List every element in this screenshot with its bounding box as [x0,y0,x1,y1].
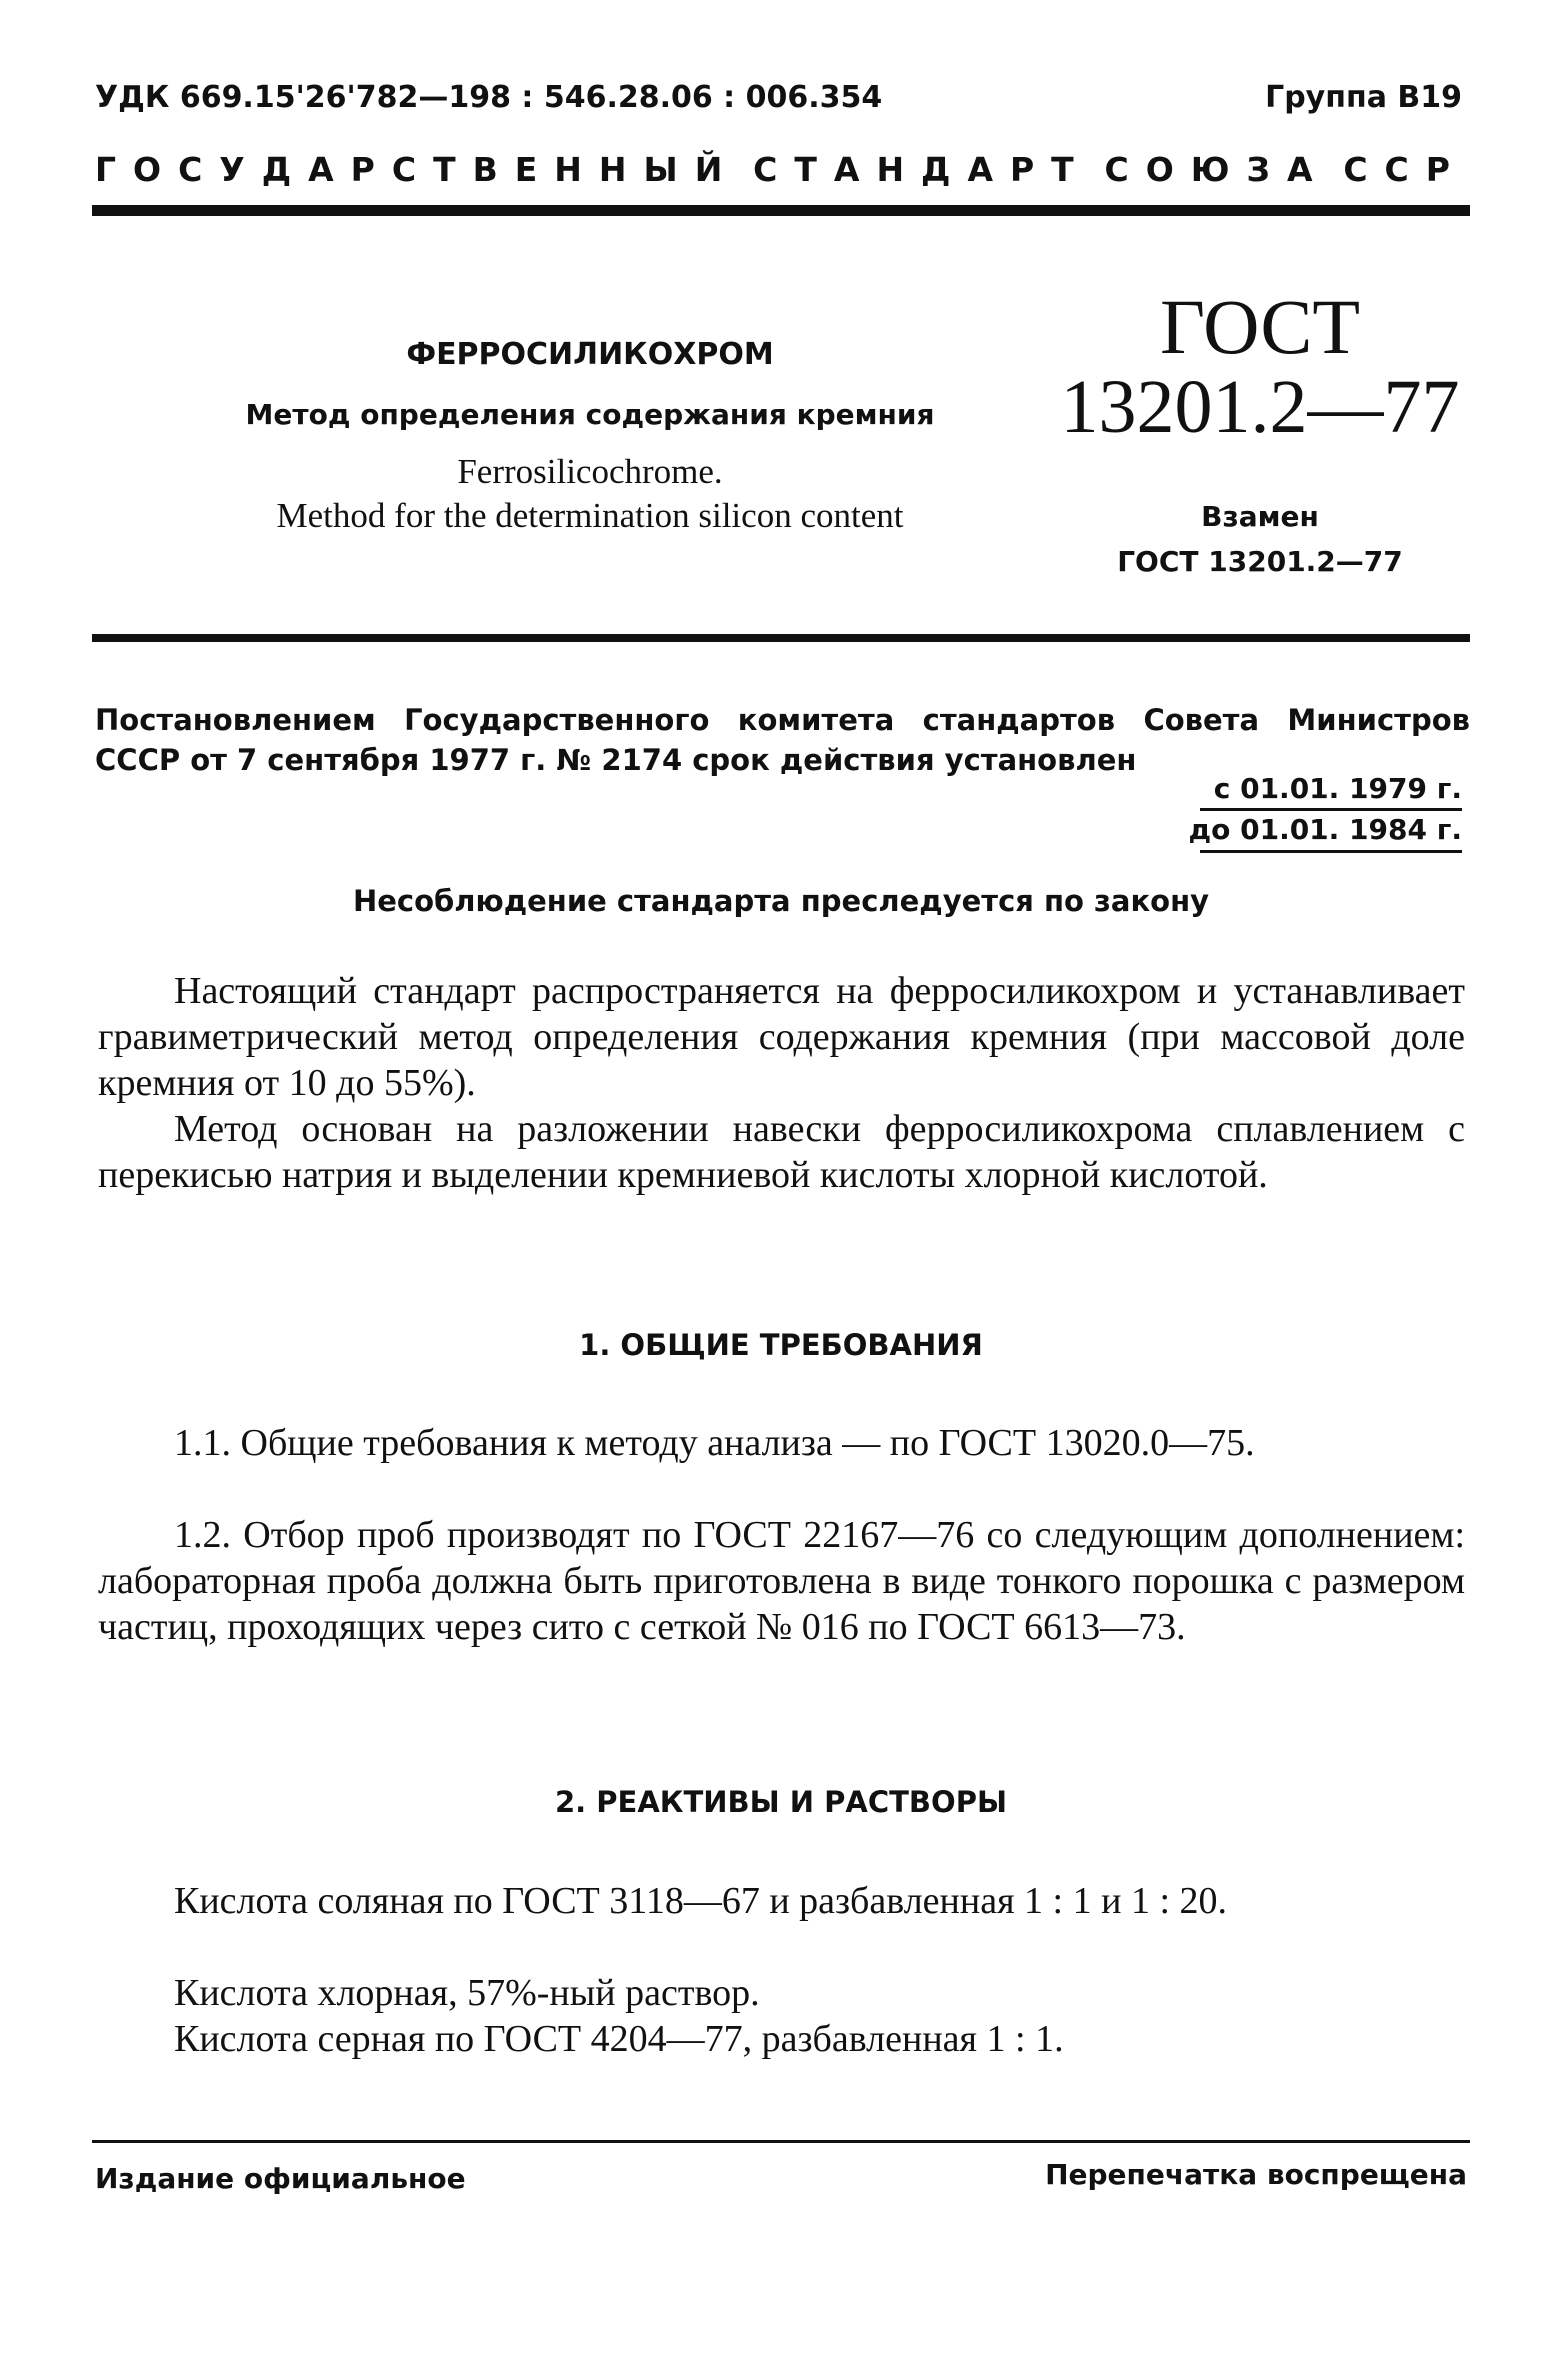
effective-to-date: до 01.01. 1984 г. [1188,813,1462,846]
clause-paragraph [98,1420,1465,1466]
replaces-gost: ГОСТ 13201.2—77 [1117,545,1403,578]
udk-code: УДК 669.15'26'782—198 : 546.28.06 : 006.354 [95,80,883,115]
section-heading: 2. РЕАКТИВЫ И РАСТВОРЫ [555,1785,1007,1819]
document-subtitle: Метод определения содержания кремния [245,398,935,431]
effective-from-date: с 01.01. 1979 г. [1213,772,1462,805]
group-code: Группа В19 [1265,80,1462,115]
header-divider [92,205,1470,216]
replaces-label: Взамен [1201,500,1319,533]
clause-text: 1.1. Общие требования к методу анализа — по ГОСТ 13020.0—75. [174,1422,1255,1464]
legal-notice: Несоблюдение стандарта преследуется по закону [352,884,1210,918]
footer-divider [92,2140,1470,2143]
english-title-line: Ferrosilicochrome. [457,452,723,491]
intro-paragraph-text: Метод основан на разложении навески ферросиликохрома сплавлением с перекисью натрия и выделении кремниевой кислоты хлорной кислотой. [98,1108,1465,1196]
intro-paragraph [98,968,1465,1106]
date-underline [1200,850,1462,853]
state-standard-banner [95,150,1467,189]
clause-paragraph [98,1512,1465,1650]
banner-word: ССР [1343,150,1467,189]
english-title-line: Method for the determination silicon content [276,496,904,535]
banner-word: СТАНДАРТ [753,150,1091,189]
banner-word: ГОСУДАРСТВЕННЫЙ [95,150,740,189]
reagent-text: Кислота соляная по ГОСТ 3118—67 и разбавленная 1 : 1 и 1 : 20. [174,1880,1227,1922]
intro-paragraph [98,1106,1465,1198]
reprint-prohibited-label: Перепечатка воспрещена [1045,2158,1467,2191]
banner-word: СОЮЗА [1104,150,1330,189]
reagent-text: Кислота серная по ГОСТ 4204—77, разбавленная 1 : 1. [174,2018,1064,2060]
english-title [170,450,1010,538]
reagent-item [98,1970,1465,2016]
decree-text: Постановлением Государственного комитета стандартов Совета Министров СССР от 7 сентября 1977 г. № 2174 срок действия установлен [95,703,1470,777]
reagent-item [98,1878,1465,1924]
reagent-item [98,2016,1465,2062]
document-title: ФЕРРОСИЛИКОХРОМ [406,337,774,372]
gost-label: ГОСТ [1159,283,1361,370]
clause-text: 1.2. Отбор проб производят по ГОСТ 22167—76 со следующим дополнением: лабораторная проба должна быть приготовлена в виде тонкого порошка с размером частиц, проходящих через сито с сеткой № 016 по ГОСТ 6613—73. [98,1514,1465,1648]
intro-paragraph-text: Настоящий стандарт распространяется на ферросиликохром и устанавливает гравиметрический метод определения содержания кремния (при массовой доле кремния от 10 до 55%). [98,970,1465,1104]
gost-number: 13201.2—77 [1060,365,1460,449]
date-underline [1200,808,1462,811]
title-divider [92,634,1470,642]
reagent-text: Кислота хлорная, 57%-ный раствор. [174,1972,760,2014]
section-heading: 1. ОБЩИЕ ТРЕБОВАНИЯ [579,1328,983,1362]
official-edition-label: Издание официальное [95,2162,466,2195]
